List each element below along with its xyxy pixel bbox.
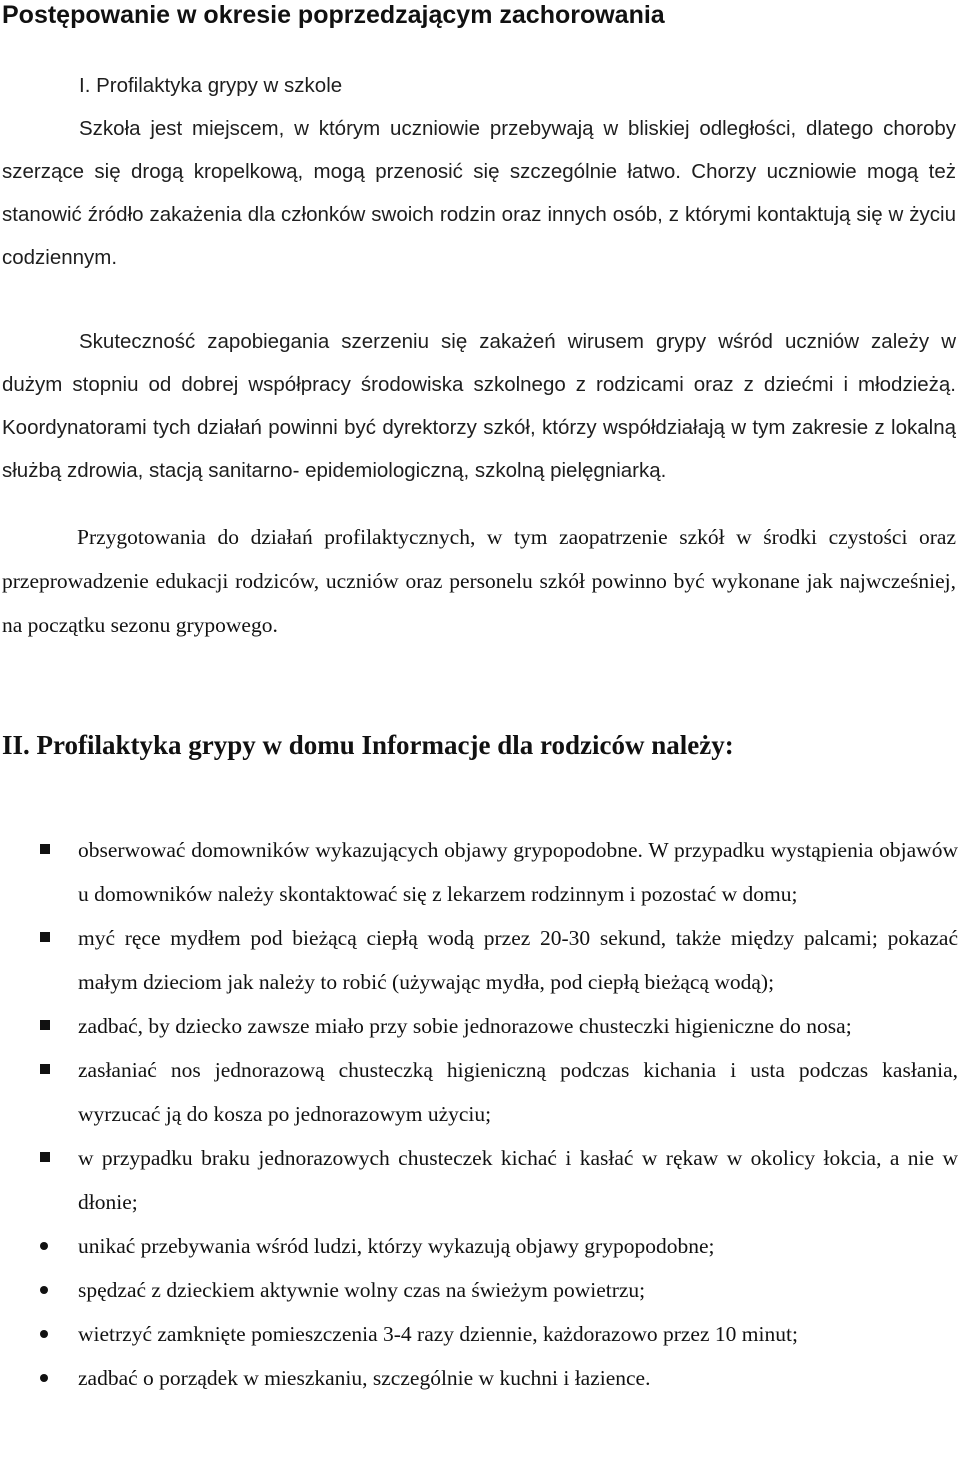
list-item-text: w przypadku braku jednorazowych chusteczek kichać i kasłać w rękaw w okolicy łokcia, a nie w dłonie; bbox=[78, 1146, 958, 1214]
list-item bbox=[0, 916, 958, 1004]
list-item bbox=[0, 1312, 958, 1356]
list-item bbox=[0, 828, 958, 916]
list-item-text: myć ręce mydłem pod bieżącą ciepłą wodą przez 20-30 sekund, także między palcami; pokazać małym dzieciom jak należy to robić (używając mydła, pod ciepłą bieżącą wodą); bbox=[78, 926, 958, 994]
section-heading-school: I. Profilaktyka grypy w szkole bbox=[79, 74, 343, 97]
list-item-text: zasłaniać nos jednorazową chusteczką higieniczną podczas kichania i usta podczas kasłania, wyrzucać ją do kosza po jednorazowym użyciu; bbox=[78, 1058, 958, 1126]
paragraph-effectiveness: Skuteczność zapobiegania szerzeniu się zakażeń wirusem grypy wśród uczniów zależy w dużym stopniu od dobrej współpracy środowiska szkolnego z rodzicami oraz z dziećmi i młodzieżą. Koordynatorami tych działań powinni być dyrektorzy szkół, którzy współdziałają w tym zakresie z lokalną służbą zdrowia, stacją sanitarno- epidemiologiczną, szkolną pielęgniarką. bbox=[2, 330, 956, 482]
list-item bbox=[0, 1356, 958, 1400]
list-item-text: spędzać z dzieckiem aktywnie wolny czas na świeżym powietrzu; bbox=[78, 1278, 646, 1302]
list-item bbox=[0, 1136, 958, 1224]
round-bullet-icon bbox=[40, 1286, 48, 1294]
square-bullet-icon bbox=[40, 1152, 50, 1162]
square-bullet-icon bbox=[40, 844, 50, 854]
square-bullet-icon bbox=[40, 932, 50, 942]
list-item-text: obserwować domowników wykazujących objawy grypopodobne. W przypadku wystąpienia objawów u domowników należy skontaktować się z lekarzem rodzinnym i pozostać w domu; bbox=[78, 838, 958, 906]
list-item bbox=[0, 1048, 958, 1136]
round-bullet-icon bbox=[40, 1374, 48, 1382]
list-item-text: zadbać o porządek w mieszkaniu, szczególnie w kuchni i łazience. bbox=[78, 1366, 651, 1390]
list-item bbox=[0, 1268, 958, 1312]
paragraph-preparation: Przygotowania do działań profilaktycznych, w tym zaopatrzenie szkół w środki czystości oraz przeprowadzenie edukacji rodziców, uczniów oraz personelu szkół powinno być wykonane jak najwcześniej, na początku sezonu grypowego. bbox=[2, 525, 956, 637]
parent-guidelines-list bbox=[0, 828, 958, 1400]
square-bullet-icon bbox=[40, 1020, 50, 1030]
list-item-text: wietrzyć zamknięte pomieszczenia 3-4 razy dziennie, każdorazowo przez 10 minut; bbox=[78, 1322, 798, 1346]
section-school-prevention bbox=[2, 64, 956, 492]
round-bullet-icon bbox=[40, 1242, 48, 1250]
paragraph-school-spread: Szkoła jest miejscem, w którym uczniowie przebywają w bliskiej odległości, dlatego choroby szerzące się drogą kropelkową, mogą przenosić się szczególnie łatwo. Chorzy uczniowie mogą też stanowić źródło zakażenia dla członków swoich rodzin oraz innych osób, z którymi kontaktują się w życiu codziennym. bbox=[2, 117, 956, 269]
list-item-text: unikać przebywania wśród ludzi, którzy wykazują objawy grypopodobne; bbox=[78, 1234, 715, 1258]
round-bullet-icon bbox=[40, 1330, 48, 1338]
section-preparation bbox=[2, 515, 956, 647]
section-heading-home: II. Profilaktyka grypy w domu Informacje dla rodziców należy: bbox=[2, 730, 734, 760]
document-title: Postępowanie w okresie poprzedzającym zachorowania bbox=[2, 1, 665, 29]
list-item bbox=[0, 1004, 958, 1048]
list-item bbox=[0, 1224, 958, 1268]
list-item-text: zadbać, by dziecko zawsze miało przy sobie jednorazowe chusteczki higieniczne do nosa; bbox=[78, 1014, 852, 1038]
square-bullet-icon bbox=[40, 1064, 50, 1074]
